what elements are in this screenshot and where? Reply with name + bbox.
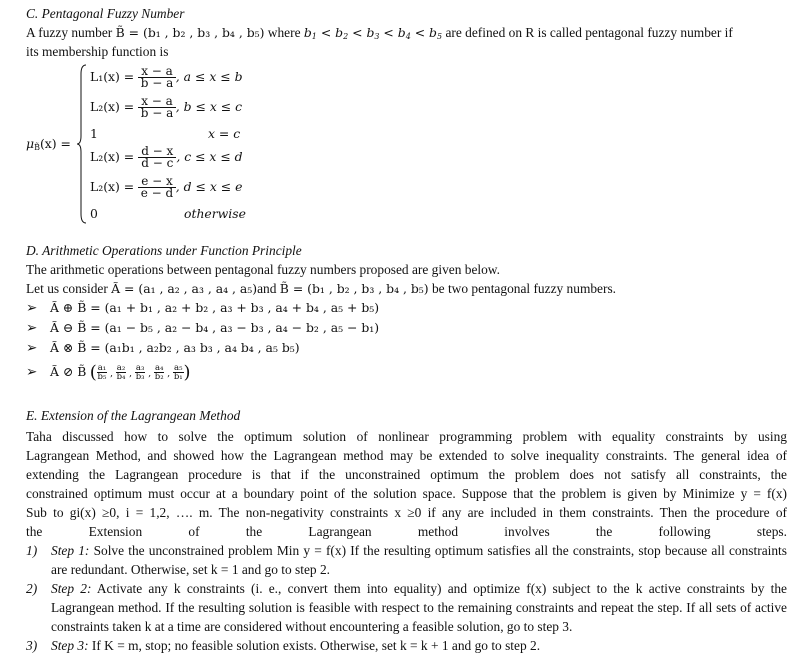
- intro-where: where: [267, 25, 304, 40]
- case-row: [90, 146, 243, 169]
- case-row: [90, 66, 243, 89]
- close-paren: ): [183, 361, 191, 383]
- fuzzy-number-b-tuple-2: B̃ = (b₁ , b₂ , b₃ , b₄ , b₅): [279, 281, 429, 296]
- fraction-denominator: b − a: [140, 76, 174, 90]
- op-division: ➢ Ã ⊘ B̃ ( $\frac{\text{a₁}}{\text{b₅}}$ , $\frac{\text{a₂}}{\text{b₄}}$ , $\frac{\text{a₃}}{\text{b₃}}$ , $\frac{\text{a₄}}{\text{b₂}}$ , $\frac{\text{a₅}}{\text{b₁}}$ ): [26, 361, 191, 383]
- para-line-4: constrained optimum must occur at a boundary point of the solution space. Suppose that the problem is given by Minimize y = f(x): [26, 486, 787, 501]
- case-fraction: [138, 146, 176, 169]
- case-row: [90, 96, 242, 119]
- case-condition: otherwise: [184, 206, 246, 221]
- bullet-arrow-icon: ➢: [26, 340, 38, 355]
- op-addition: ➢ Ã ⊕ B̃ = (a₁ + b₁ , a₂ + b₂ , a₃ + b₃ , a₄ + b₄ , a₅ + b₅): [26, 300, 380, 315]
- division-fractions: [97, 363, 184, 383]
- case-row: [90, 126, 241, 141]
- fraction-denominator: b₁: [173, 372, 183, 383]
- step-number: 2): [26, 581, 38, 596]
- fraction-denominator: d − c: [141, 156, 174, 170]
- fraction-numerator: e − x: [138, 176, 176, 188]
- case-lhs: L₂(x) =: [90, 179, 135, 194]
- bullet-arrow-icon: ➢: [26, 320, 38, 335]
- fraction-numerator: x − a: [138, 66, 176, 78]
- fraction-denominator: b₄: [116, 372, 126, 383]
- open-paren: (: [89, 361, 97, 383]
- case-row: [90, 206, 246, 221]
- fraction-separator: ,: [164, 369, 174, 379]
- fuzzy-number-b-tuple: B̃ = (b₁ , b₂ , b₃ , b₄ , b₅): [115, 25, 265, 40]
- case-condition: , b ≤ x ≤ c: [175, 99, 243, 114]
- fraction-denominator: b₃: [135, 372, 145, 383]
- case-lhs: L₁(x) =: [90, 69, 135, 84]
- case-row: [90, 176, 242, 199]
- fraction-denominator: b − a: [140, 106, 174, 120]
- division-fraction: [97, 364, 107, 381]
- case-condition: , d ≤ x ≤ e: [175, 179, 243, 194]
- fraction-numerator: a₂: [116, 363, 126, 374]
- fraction-numerator: a₃: [135, 363, 145, 374]
- section-c-heading: C. Pentagonal Fuzzy Number: [26, 6, 185, 21]
- case-fraction: [138, 176, 176, 199]
- fraction-separator: ,: [145, 369, 154, 379]
- step-number: 1): [26, 543, 38, 558]
- bullet-arrow-icon: ➢: [26, 300, 38, 315]
- fraction-denominator: e − d: [140, 186, 174, 200]
- division-fraction: [116, 364, 126, 381]
- fraction-separator: ,: [107, 369, 116, 379]
- section-e-paragraph: [26, 427, 787, 541]
- para-line-2: Lagrangean Method, and showed how the Lagrangean method may be extended to solve inequality constraints. The general idea of: [26, 448, 787, 463]
- para-line-3: extending the Lagrangean procedure is that if the unconstrained optimum the problem does not satisfy all constraints, the: [26, 467, 787, 482]
- ordering-condition: $b_1 < b_2 < b_3 < b_4 < b_5$: [303, 25, 443, 41]
- step-body: Step 1: Solve the unconstrained problem Min y = f(x) If the resulting optimum satisfies all the constraints, stop because all constraints are redundant. Otherwise, set k = 1 and go to step 2.: [51, 543, 787, 577]
- division-fraction: [135, 364, 145, 381]
- case-condition: x = c: [208, 126, 241, 141]
- para-line-5: Sub to gi(x) ≥0, i = 1,2, …. m. The non-negativity constraints x ≥0 if any are included in them constraints. Then the procedure of: [26, 505, 787, 520]
- fraction-numerator: d − x: [138, 146, 176, 158]
- intro-text-b: are defined on R is called pentagonal fuzzy number if: [445, 25, 733, 40]
- case-condition: , a ≤ x ≤ b: [175, 69, 243, 84]
- step-body: Step 2: Activate any k constraints (i. e., convert them into equality) and optimize f(x) subject to the k active constraints by the Lagrangean method. If the resulting solution is feasible with respect to the remaining constraints and repeat the step. If all sets of active constraints taken k at a time are considered without encountering a feasible solution, go to step 3.: [51, 581, 787, 634]
- membership-function-label: $\mu_{B̃}(x)$ =: [26, 136, 71, 152]
- step-number: 3): [26, 638, 38, 653]
- case-fraction: [138, 96, 176, 119]
- fraction-denominator: b₅: [97, 372, 107, 383]
- section-c-intro: [26, 25, 733, 41]
- section-c-intro-line2: its membership function is: [26, 44, 169, 59]
- case-lhs: 1: [90, 126, 98, 141]
- fraction-denominator: b₂: [154, 372, 164, 383]
- section-d-line2: Let us consider Ã = (a₁ , a₂ , a₃ , a₄ , a₅)and B̃ = (b₁ , b₂ , b₃ , b₄ , b₅) be two pentagonal fuzzy numbers.: [26, 281, 617, 296]
- fuzzy-number-a-tuple: Ã = (a₁ , a₂ , a₃ , a₄ , a₅): [111, 281, 258, 296]
- case-lhs: L₂(x) =: [90, 99, 135, 114]
- division-fraction: [154, 364, 164, 381]
- case-fraction: [138, 66, 176, 89]
- para-line-6: the Extension of the Lagrangean method involves the following steps.: [26, 524, 787, 539]
- para-line-1: Taha discussed how to solve the optimum solution of nonlinear programming problem with equality constraints by using: [26, 429, 787, 444]
- case-lhs: L₂(x) =: [90, 149, 135, 164]
- section-e-heading: E. Extension of the Lagrangean Method: [26, 408, 241, 423]
- case-lhs: 0: [90, 206, 98, 221]
- step-body: Step 3: If K = m, stop; no feasible solution exists. Otherwise, set k = k + 1 and go to step 2.: [51, 638, 541, 653]
- fraction-numerator: a₁: [97, 363, 107, 374]
- case-condition: , c ≤ x ≤ d: [176, 149, 243, 164]
- op-multiplication: ➢ Ã ⊗ B̃ = (a₁b₁ , a₂b₂ , a₃ b₃ , a₄ b₄ , a₅ b₅): [26, 340, 300, 355]
- section-d-line1: The arithmetic operations between pentagonal fuzzy numbers proposed are given below.: [26, 262, 500, 277]
- bullet-arrow-icon: ➢: [26, 364, 38, 379]
- fraction-numerator: a₄: [154, 363, 164, 374]
- fraction-numerator: x − a: [138, 96, 176, 108]
- section-d-heading: D. Arithmetic Operations under Function Principle: [26, 243, 302, 258]
- intro-text-a: A fuzzy number: [26, 25, 113, 40]
- fraction-numerator: a₅: [174, 363, 183, 374]
- cases-brace: [77, 64, 87, 224]
- division-fraction: [173, 364, 183, 381]
- fraction-separator: ,: [126, 369, 135, 379]
- op-subtraction: ➢ Ã ⊖ B̃ = (a₁ − b₅ , a₂ − b₄ , a₃ − b₃ , a₄ − b₂ , a₅ − b₁): [26, 320, 380, 335]
